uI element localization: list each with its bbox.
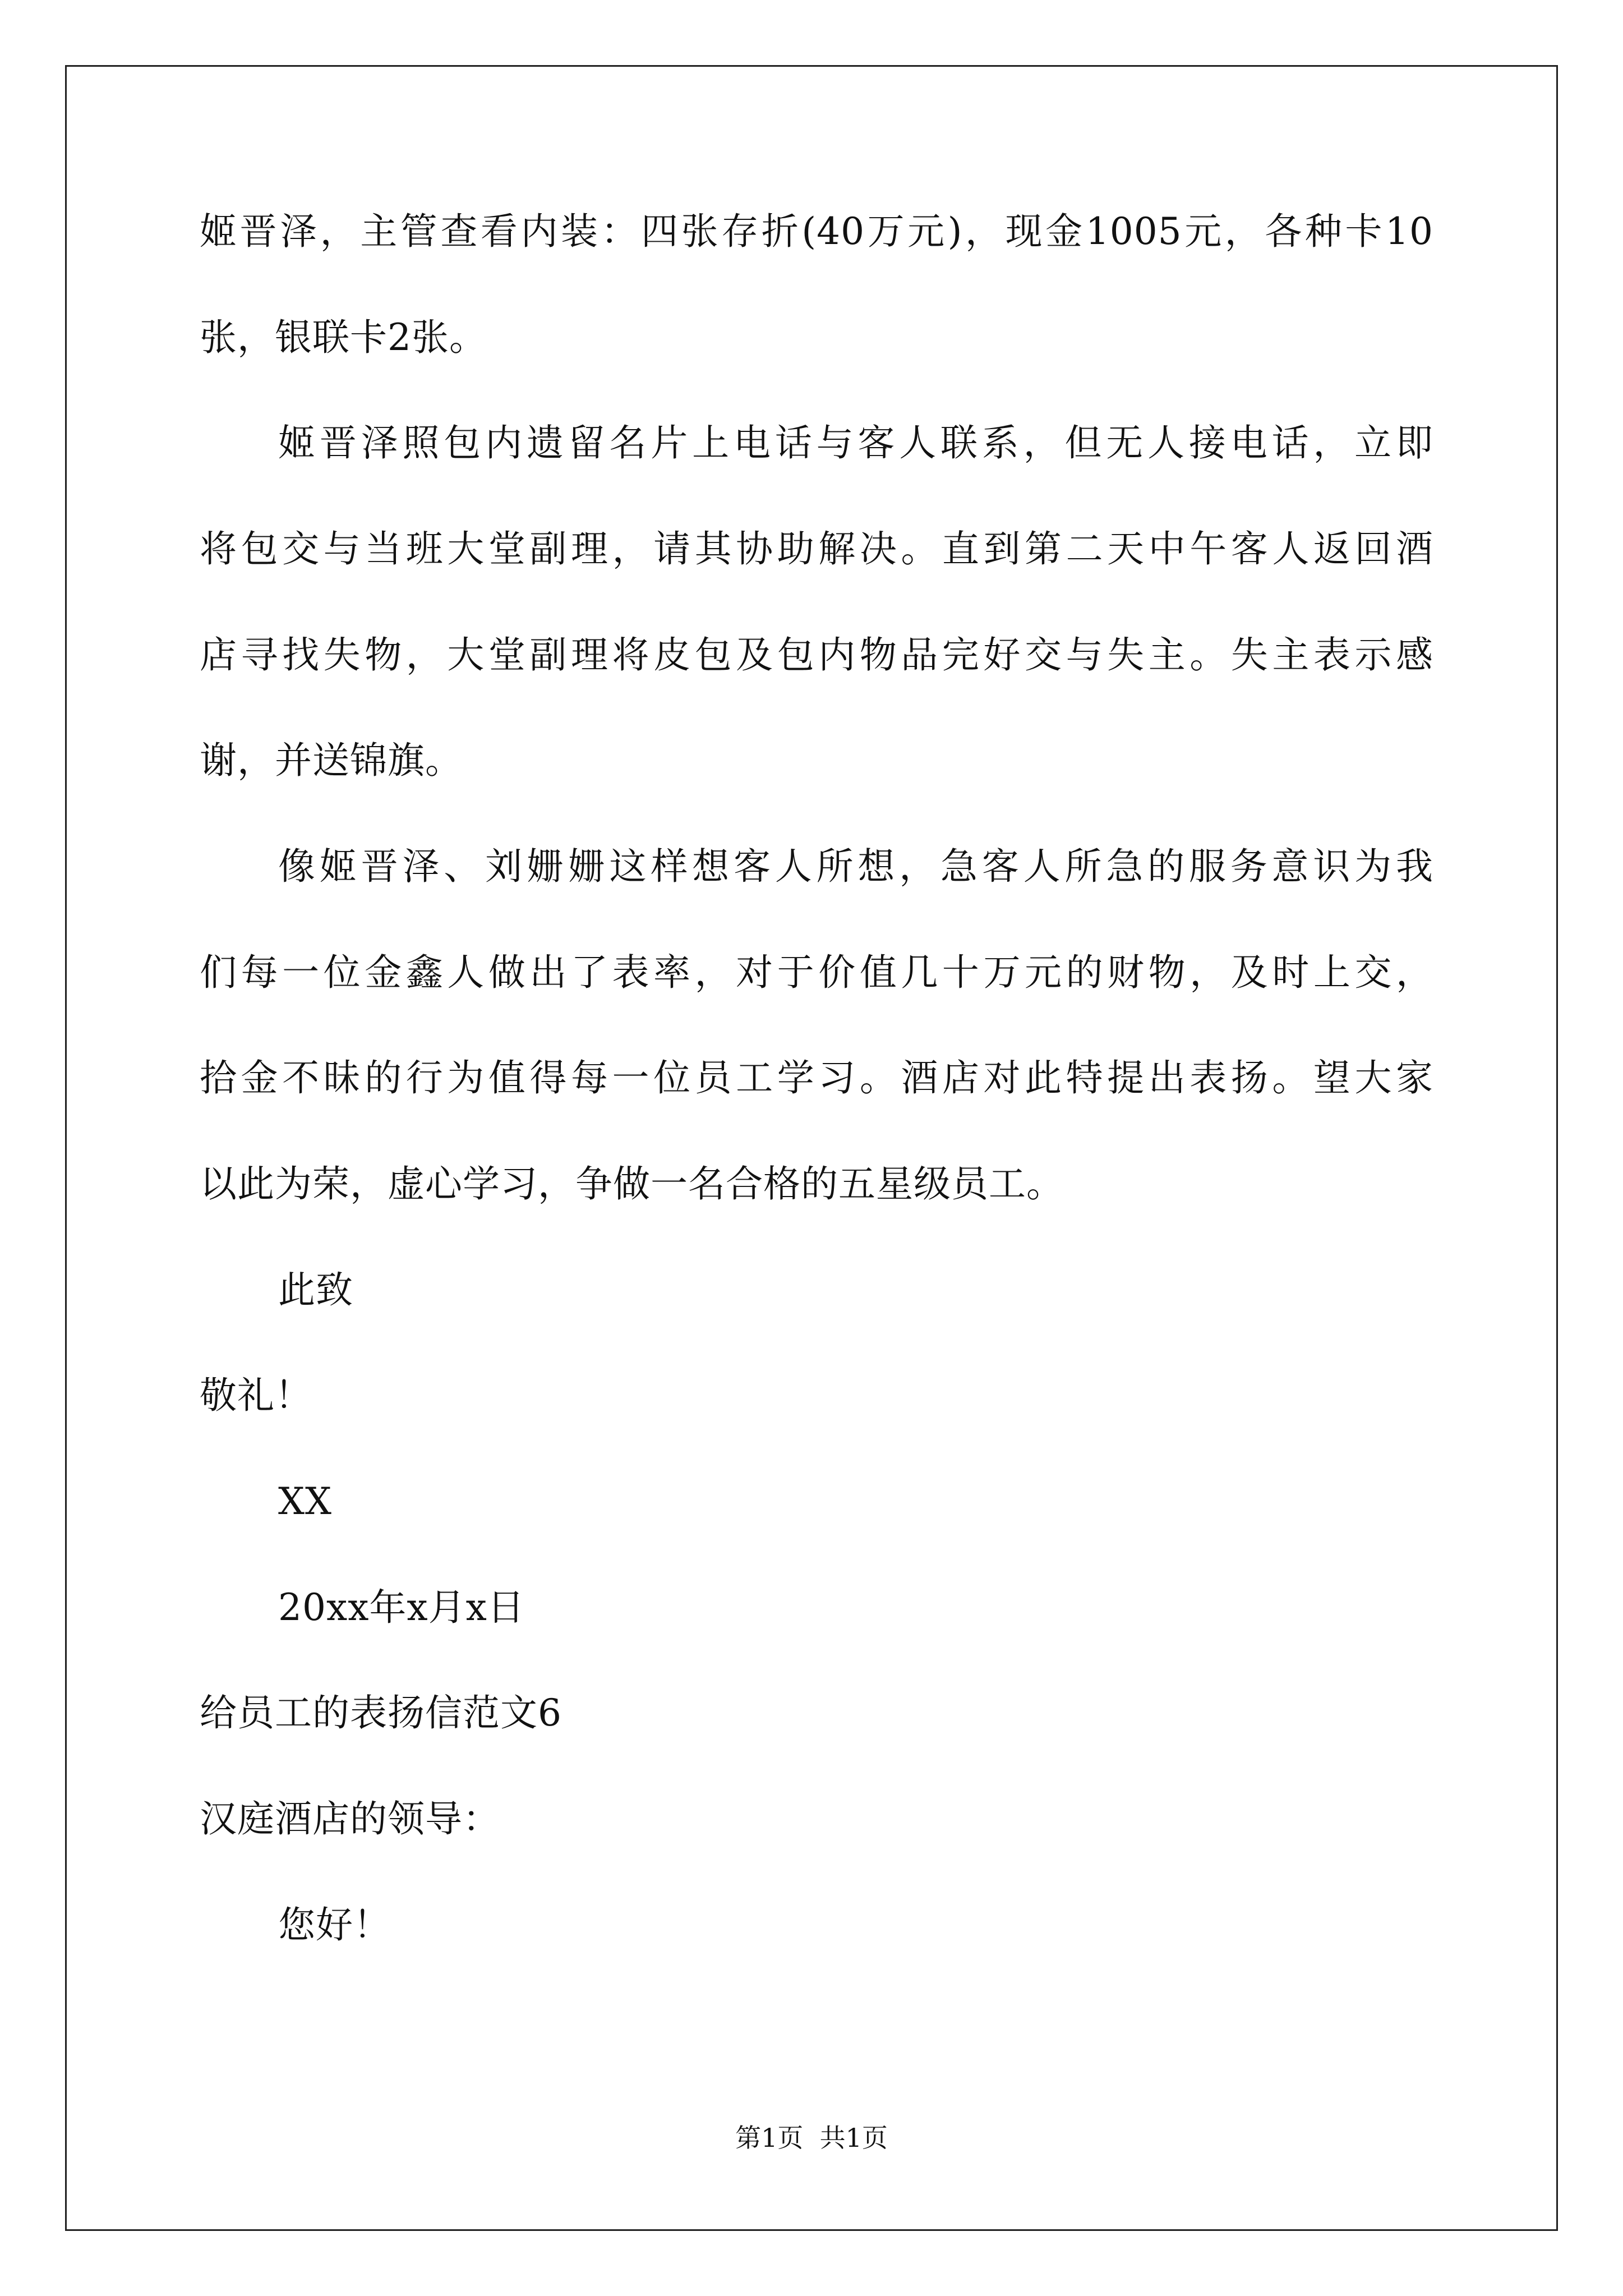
text-line-10: 以此为荣，虚心学习，争做一名合格的五星级员工。 bbox=[200, 1162, 1064, 1205]
text-line-5: 店寻找失物，大堂副理将皮包及包内物品完好交与失主。失主表示感 bbox=[200, 633, 1433, 677]
text-line-8: 们每一位金鑫人做出了表率，对于价值几十万元的财物，及时上交， bbox=[200, 951, 1433, 994]
page-number-footer: 第1页 共1页 bbox=[735, 2123, 888, 2153]
signature-name: XX bbox=[278, 1480, 332, 1523]
text-line-7: 像姬晋泽、刘姗姗这样想客人所想，急客人所急的服务意识为我 bbox=[278, 845, 1433, 888]
text-line-4: 将包交与当班大堂副理，请其协助解决。直到第二天中午客人返回酒 bbox=[200, 527, 1433, 570]
closing-salutation: 此致 bbox=[278, 1268, 353, 1312]
text-line-2: 张，银联卡2张。 bbox=[200, 316, 487, 359]
closing-regards: 敬礼！ bbox=[200, 1374, 312, 1417]
text-line-6: 谢，并送锦旗。 bbox=[200, 739, 463, 782]
text-line-9: 拾金不昧的行为值得每一位员工学习。酒店对此特提出表扬。望大家 bbox=[200, 1056, 1433, 1099]
letter-greeting: 您好！ bbox=[278, 1903, 391, 1947]
signature-date: 20xx年x月x日 bbox=[278, 1586, 525, 1629]
text-line-1: 姬晋泽，主管查看内装：四张存折(40万元)，现金1005元，各种卡10 bbox=[200, 210, 1433, 253]
text-line-3: 姬晋泽照包内遗留名片上电话与客人联系，但无人接电话，立即 bbox=[278, 421, 1433, 464]
section-heading: 给员工的表扬信范文6 bbox=[200, 1691, 562, 1734]
letter-addressee: 汉庭酒店的领导： bbox=[200, 1797, 500, 1841]
